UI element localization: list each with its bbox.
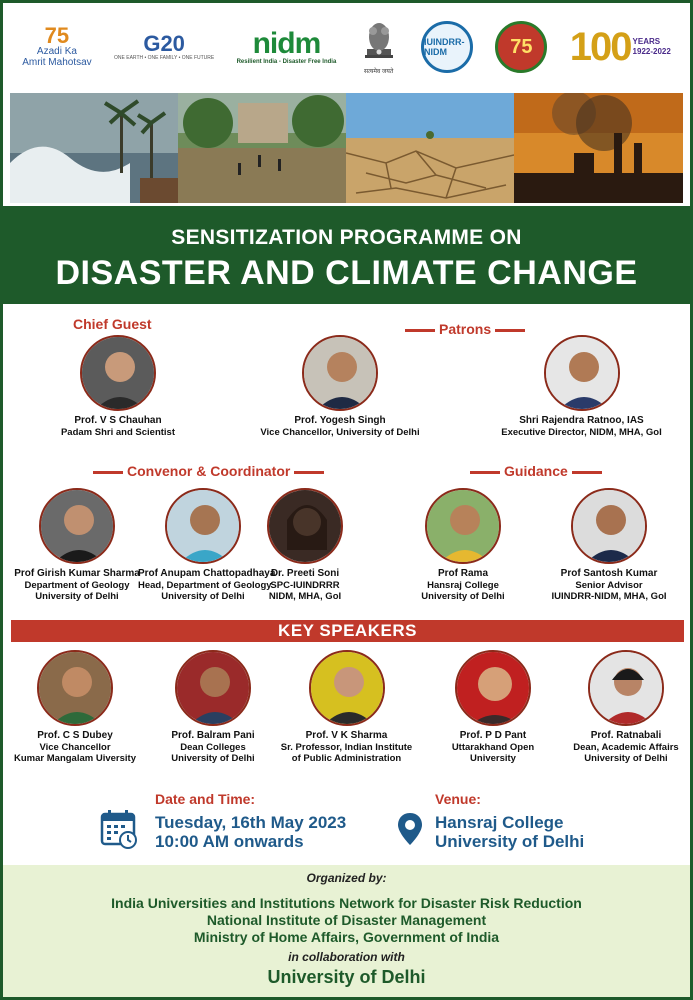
person-ratnoo [489, 335, 674, 438]
person-affiliation: University of Delhi [171, 753, 255, 764]
avatar [588, 650, 664, 726]
avatar [571, 488, 647, 564]
portrait-icon [546, 337, 620, 411]
portrait-icon [311, 652, 385, 726]
portrait-icon [304, 337, 378, 411]
azadi-logo-line1: Azadi Ka [36, 46, 77, 57]
collaboration-label: in collaboration with [288, 950, 405, 964]
patrons-label-text: Patrons [439, 321, 492, 337]
person-ratnabali [571, 650, 681, 764]
venue-line1: Hansraj College [435, 813, 564, 832]
avatar [302, 335, 378, 411]
person-title: Uttarakhand Open [451, 742, 535, 753]
ashoka-emblem-icon [359, 19, 399, 67]
portrait-icon [427, 490, 501, 564]
storm-coast-photo [10, 93, 178, 203]
person-affiliation: Kumar Mangalam Uiversity [14, 753, 136, 764]
page-title: DISASTER AND CLIMATE CHANGE [55, 254, 638, 292]
avatar [455, 650, 531, 726]
person-name: Dr. Preeti Soni [270, 568, 340, 579]
iuindrr-nidm-logo [421, 12, 473, 82]
person-name: Prof. C S Dubey [37, 730, 113, 741]
person-title: Senior Advisor [575, 580, 643, 591]
national-emblem-logo [359, 12, 399, 82]
industrial-pollution-photo [514, 93, 683, 203]
avatar [39, 488, 115, 564]
guidance-label [466, 463, 606, 479]
person-affiliation: University of Delhi [421, 591, 505, 602]
convenor-label-text: Convenor & Coordinator [127, 463, 291, 479]
iuindrr-logo-badge: IUINDRR-NIDM [421, 21, 473, 73]
person-title: SPC-IUINDRRR [270, 580, 340, 591]
azadi-logo-line2: Amrit Mahotsav [22, 57, 92, 68]
person-affiliation: University of Delhi [35, 591, 119, 602]
100-logo-years: YEARS [632, 37, 661, 46]
person-title: Dean Colleges [180, 742, 246, 753]
convenor-label [89, 463, 328, 479]
person-name: Prof. V S Chauhan [74, 415, 162, 426]
person-name: Prof. Yogesh Singh [294, 415, 386, 426]
venue-label: Venue: [435, 791, 481, 807]
patrons-dash-right [495, 329, 525, 332]
person-title: Dean, Academic Affairs [573, 742, 679, 753]
venue-line2: University of Delhi [435, 832, 585, 851]
organizers-footer [3, 865, 690, 997]
person-vk-sharma [279, 650, 414, 764]
portrait-icon [590, 652, 664, 726]
portrait-icon [167, 490, 241, 564]
75-logo-badge: 75 [495, 21, 547, 73]
portrait-icon [39, 652, 113, 726]
g20-logo-text: G20 [143, 30, 185, 56]
guidance-dash-left [470, 471, 500, 474]
person-title: Sr. Professor, Indian Institute [280, 742, 413, 753]
person-girish-sharma [13, 488, 141, 602]
flooded-street-photo [178, 93, 346, 203]
portrait-icon [82, 337, 156, 411]
convenor-dash-right [294, 471, 324, 474]
person-name: Prof. V K Sharma [305, 730, 388, 741]
event-date: Tuesday, 16th May 2023 [155, 813, 347, 832]
collaborator-name: University of Delhi [267, 967, 426, 987]
100-logo-range: 1922-2022 [632, 47, 671, 56]
azadi-ka-amrit-mahotsav-logo [22, 12, 91, 82]
person-name: Prof Santosh Kumar [560, 568, 658, 579]
person-name: Prof. Balram Pani [171, 730, 255, 741]
guidance-label-text: Guidance [504, 463, 568, 479]
nidm-logo [237, 12, 337, 82]
person-title: Department of Geology [24, 580, 130, 591]
avatar [425, 488, 501, 564]
patrons-dash-left [405, 329, 435, 332]
organizer-line1: India Universities and Institutions Network for Disaster Risk Reduction [111, 895, 582, 911]
avatar [544, 335, 620, 411]
avatar [37, 650, 113, 726]
portrait-icon [177, 652, 251, 726]
person-affiliation: of Public Administration [291, 753, 402, 764]
portrait-icon [457, 652, 531, 726]
100-years-logo [570, 12, 671, 82]
person-name: Prof Girish Kumar Sharma [14, 568, 140, 579]
person-title: Vice Chancellor, University of Delhi [260, 427, 420, 438]
g20-logo-tagline: ONE EARTH • ONE FAMILY • ONE FUTURE [114, 54, 215, 61]
person-rama [408, 488, 518, 602]
person-affiliation: University [470, 753, 516, 764]
person-singh [250, 335, 430, 438]
emblem-motto: सत्यमेव जयते [364, 69, 394, 75]
person-preeti-soni [261, 488, 349, 602]
nidm-logo-tagline: Resilient India - Disaster Free India [236, 59, 337, 65]
avatar [165, 488, 241, 564]
100-logo-number: 100 [569, 25, 631, 69]
person-affiliation: University of Delhi [584, 753, 668, 764]
person-title: Padam Shri and Scientist [60, 427, 176, 438]
date-time-label: Date and Time: [155, 791, 256, 807]
avatar [267, 488, 343, 564]
person-title: Hansraj College [427, 580, 499, 591]
person-title: Vice Chancellor [39, 742, 111, 753]
drought-cracked-earth-photo [346, 93, 514, 203]
person-chauhan [48, 335, 188, 438]
person-name: Prof. Ratnabali [590, 730, 662, 741]
avatar [80, 335, 156, 411]
organized-by-label: Organized by: [306, 871, 387, 885]
person-chattopadhaya [138, 488, 276, 602]
key-speakers-heading: KEY SPEAKERS [11, 620, 684, 642]
event-time: 10:00 AM onwards [155, 832, 304, 851]
azadi-logo-number: 75 [44, 23, 70, 48]
person-dubey [11, 650, 139, 764]
person-balram-pani [158, 650, 268, 764]
calendar-icon [100, 809, 138, 849]
portrait-icon [269, 490, 343, 564]
title-subheading: SENSITIZATION PROGRAMME ON [171, 226, 522, 249]
portrait-icon [573, 490, 647, 564]
convenor-dash-left [93, 471, 123, 474]
person-santosh-kumar [543, 488, 675, 602]
guidance-dash-right [572, 471, 602, 474]
person-name: Prof. P D Pant [459, 730, 527, 741]
logo-strip [3, 3, 690, 91]
avatar [309, 650, 385, 726]
person-name: Shri Rajendra Ratnoo, IAS [519, 415, 644, 426]
person-name: Prof Rama [437, 568, 488, 579]
person-name: Prof Anupam Chattopadhaya [138, 568, 276, 579]
75-years-logo [495, 12, 547, 82]
person-title: Head, Department of Geology [138, 580, 272, 591]
organizer-line2: National Institute of Disaster Management [206, 912, 487, 928]
title-band [3, 206, 690, 304]
portrait-icon [41, 490, 115, 564]
person-title: Executive Director, NIDM, MHA, GoI [501, 427, 662, 438]
organizer-line3: Ministry of Home Affairs, Government of India [193, 929, 500, 945]
avatar [175, 650, 251, 726]
person-affiliation: NIDM, MHA, GoI [268, 591, 342, 602]
disaster-photo-banner [10, 93, 683, 203]
nidm-logo-text: nidm [252, 27, 321, 60]
person-affiliation: University of Delhi [161, 591, 245, 602]
g20-logo [114, 12, 214, 82]
person-affiliation: IUINDRR-NIDM, MHA, GoI [551, 591, 667, 602]
person-pd-pant [438, 650, 548, 764]
chief-guest-label: Chief Guest [73, 316, 152, 332]
location-pin-icon [396, 811, 424, 847]
